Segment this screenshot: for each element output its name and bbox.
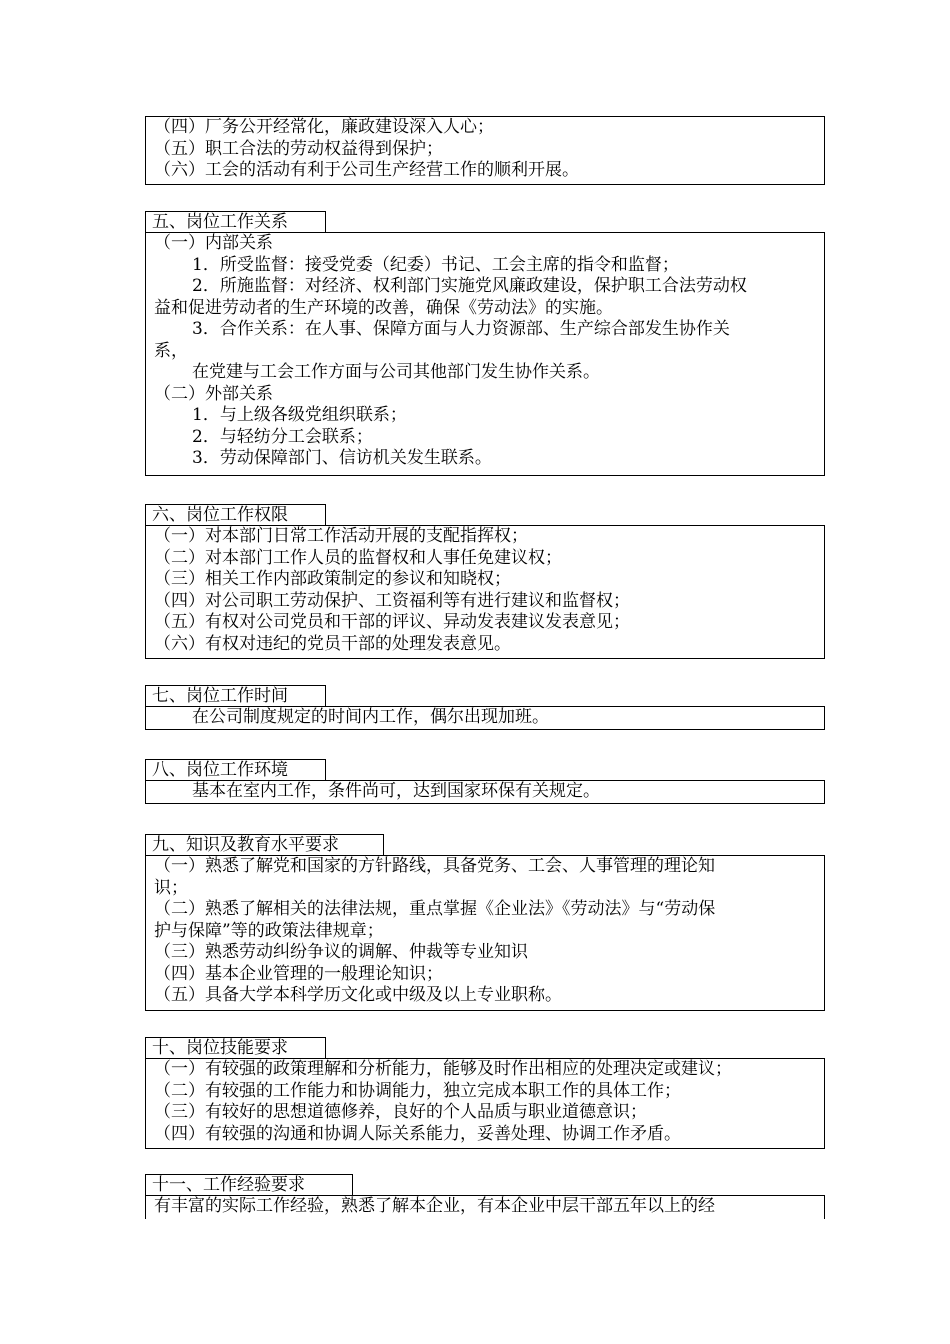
section-box bbox=[145, 706, 825, 730]
section-work-hours bbox=[145, 685, 825, 730]
section-box bbox=[145, 855, 825, 1011]
text-line: （六）工会的活动有利于公司生产经营工作的顺利开展。 bbox=[154, 160, 579, 180]
text-line: （四）对公司职工劳动保护、工资福利等有进行建议和监督权； bbox=[154, 590, 630, 611]
text-line: （一）有较强的政策理解和分析能力，能够及时作出相应的处理决定或建议； bbox=[154, 1059, 732, 1079]
section-work-environment bbox=[145, 759, 825, 804]
section-title: 八、岗位工作环境 bbox=[145, 759, 326, 780]
text-line: 有丰富的实际工作经验，熟悉了解本企业，有本企业中层干部五年以上的经 bbox=[154, 1196, 715, 1216]
text-line: （三）熟悉劳动纠纷争议的调解、仲裁等专业知识 bbox=[154, 942, 528, 962]
text-line: 2．与轻纺分工会联系； bbox=[192, 426, 373, 447]
text-line: （一）熟悉了解党和国家的方针路线，具备党务、工会、人事管理的理论知 bbox=[154, 856, 715, 876]
text-line: （三）有较好的思想道德修养，良好的个人品质与职业道德意识； bbox=[154, 1102, 647, 1122]
section-box bbox=[145, 780, 825, 804]
text-line: （一）对本部门日常工作活动开展的支配指挥权； bbox=[154, 526, 528, 546]
section-skill-requirements bbox=[145, 1037, 825, 1149]
text-line: （六）有权对违纪的党员干部的处理发表意见。 bbox=[154, 633, 511, 654]
text-line: 护与保障”等的政策法律规章； bbox=[154, 920, 384, 941]
section-experience-requirements bbox=[145, 1174, 825, 1219]
section-title: 九、知识及教育水平要求 bbox=[145, 834, 384, 855]
text-line: 在党建与工会工作方面与公司其他部门发生协作关系。 bbox=[192, 362, 600, 382]
section-results-continued bbox=[145, 116, 825, 185]
section-box bbox=[145, 525, 825, 659]
text-line: 基本在室内工作，条件尚可，达到国家环保有关规定。 bbox=[192, 781, 600, 801]
text-line: 系， bbox=[154, 340, 188, 361]
text-line: （二）对本部门工作人员的监督权和人事任免建议权； bbox=[154, 547, 562, 568]
text-line: （五）有权对公司党员和干部的评议、异动发表建议发表意见； bbox=[154, 612, 630, 632]
section-title: 十一、工作经验要求 bbox=[145, 1174, 353, 1195]
section-box bbox=[145, 232, 825, 476]
section-job-authority bbox=[145, 504, 825, 659]
section-box bbox=[145, 1058, 825, 1149]
text-line: （四）厂务公开经常化，廉政建设深入人心； bbox=[154, 117, 494, 137]
text-line: （五）具备大学本科学历文化或中级及以上专业职称。 bbox=[154, 985, 562, 1005]
text-line: 益和促进劳动者的生产环境的改善，确保《劳动法》的实施。 bbox=[154, 297, 613, 318]
text-line: （一）内部关系 bbox=[154, 233, 273, 253]
text-line: （二）熟悉了解相关的法律法规，重点掌握《企业法》《劳动法》与“劳动保 bbox=[154, 899, 716, 919]
text-line: 1．所受监督：接受党委（纪委）书记、工会主席的指令和监督； bbox=[192, 254, 679, 275]
text-line: 1．与上级各级党组织联系； bbox=[192, 405, 407, 425]
section-title: 十、岗位技能要求 bbox=[145, 1037, 326, 1058]
text-line: 3．劳动保障部门、信访机关发生联系。 bbox=[192, 448, 492, 468]
text-line: 2．所施监督：对经济、权利部门实施党风廉政建设，保护职工合法劳动权 bbox=[192, 276, 747, 296]
text-line: 识； bbox=[154, 877, 188, 898]
text-line: （四）基本企业管理的一般理论知识； bbox=[154, 963, 443, 984]
text-line: （二）有较强的工作能力和协调能力，独立完成本职工作的具体工作； bbox=[154, 1080, 681, 1101]
text-line: 3．合作关系：在人事、保障方面与人力资源部、生产综合部发生协作关 bbox=[192, 319, 730, 339]
section-title: 五、岗位工作关系 bbox=[145, 211, 326, 232]
section-box bbox=[145, 116, 825, 185]
section-knowledge-education bbox=[145, 834, 825, 1011]
section-title: 六、岗位工作权限 bbox=[145, 504, 326, 525]
text-line: （五）职工合法的劳动权益得到保护； bbox=[154, 138, 443, 159]
text-line: 在公司制度规定的时间内工作，偶尔出现加班。 bbox=[192, 707, 549, 727]
text-line: （二）外部关系 bbox=[154, 383, 273, 404]
text-line: （四）有较强的沟通和协调人际关系能力，妥善处理、协调工作矛盾。 bbox=[154, 1123, 681, 1144]
section-title: 七、岗位工作时间 bbox=[145, 685, 326, 706]
section-box bbox=[145, 1195, 825, 1219]
text-line: （三）相关工作内部政策制定的参议和知晓权； bbox=[154, 569, 511, 589]
section-job-relations bbox=[145, 211, 825, 476]
